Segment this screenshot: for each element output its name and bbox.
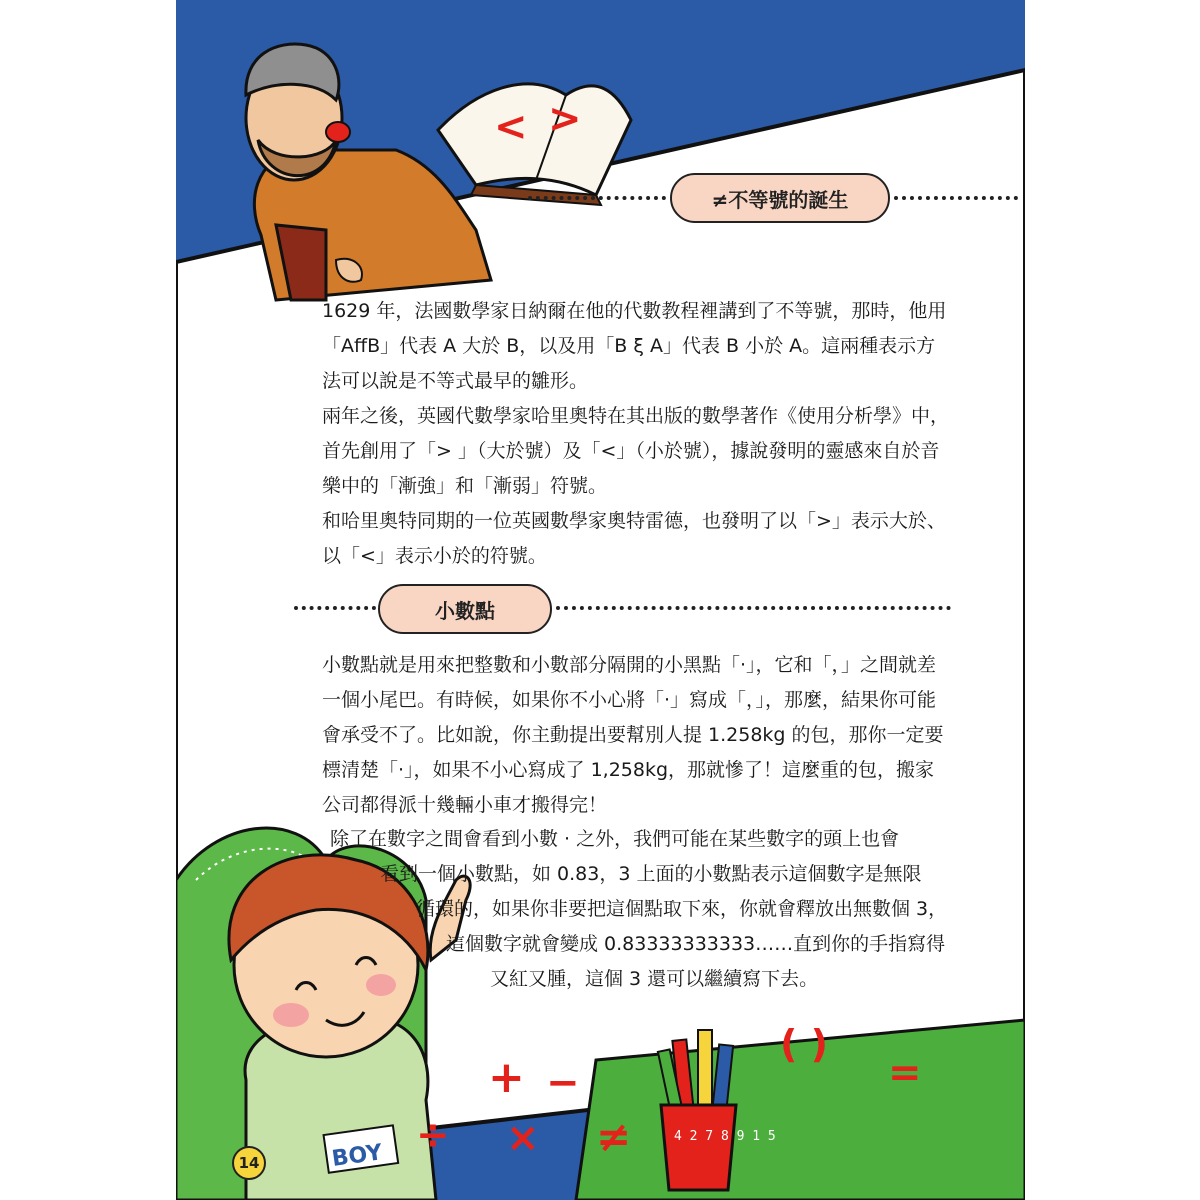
- book-page: [176, 0, 1025, 1200]
- section1-body: [322, 294, 954, 574]
- plus-symbol: +: [488, 1052, 525, 1103]
- text-line: 循環的，如果你非要把這個點取下來，你就會釋放出無數個 3，: [416, 898, 948, 920]
- equals-symbol: =: [888, 1050, 922, 1096]
- paragraph: 兩年之後，英國代數學家哈里奧特在其出版的數學著作《使用分析學》中，首先創用了「> 」（大於號）及「<」（小於號），據說發明的靈感來自於音樂中的「漸強」和「漸弱」符號。: [322, 405, 950, 497]
- paragraph: 小數點就是用來把整數和小數部分隔開的小黑點「·」，它和「，」之間就差一個小尾巴。有時候，如果你不小心將「·」寫成「，」，那麼，結果你可能會承受不了。比如說，你主動提出要幫別人提 1.258kg 的包，那你一定要標清楚「·」，如果不小心寫成了 1,258kg，那就慘了！這麼重的包，搬家公司都得派十幾輛小車才搬得完！: [322, 654, 944, 816]
- dotted-divider: [528, 196, 666, 200]
- section2-body: [322, 648, 950, 823]
- shirt-text: BOY: [330, 1140, 384, 1172]
- pencil-cup-digits: 4 2 7 8 9 1 5: [674, 1129, 776, 1144]
- mathematician-illustration: [246, 44, 491, 300]
- text-line: 看到一個小數點，如 0.83，3 上面的小數點表示這個數字是無限: [380, 863, 922, 885]
- page-background: [176, 0, 1025, 1200]
- book-greater-than-symbol: >: [548, 96, 582, 142]
- not-equal-symbol: ≠: [596, 1112, 632, 1161]
- text-line: 又紅又腫，這個 3 還可以繼續寫下去。: [490, 968, 819, 990]
- multiply-symbol: ×: [506, 1115, 540, 1161]
- minus-symbol: −: [546, 1060, 580, 1106]
- dotted-divider: [556, 606, 951, 610]
- section-title-decimal-point: 小數點: [378, 584, 552, 634]
- page-number: 14: [232, 1146, 266, 1180]
- text-line: 這個數字就會變成 0.83333333333……直到你的手指寫得: [446, 933, 946, 955]
- text-line: 除了在數字之間會看到小數 · 之外，我們可能在某些數字的頭上也會: [330, 828, 900, 850]
- dotted-divider: [294, 606, 376, 610]
- divide-symbol: ÷: [416, 1112, 450, 1158]
- dotted-divider: [894, 196, 1018, 200]
- paragraph: 1629 年，法國數學家日納爾在他的代數教程裡講到了不等號，那時，他用「AffB」代表 A 大於 B，以及用「B ξ A」代表 B 小於 A。這兩種表示方法可以說是不等式最早的雛形。: [322, 300, 947, 392]
- book-less-than-symbol: <: [494, 104, 528, 150]
- section-title-inequality: ≠不等號的誕生: [670, 173, 890, 223]
- paragraph: 和哈里奧特同期的一位英國數學家奧特雷德，也發明了以「>」表示大於、以「<」表示小於的符號。: [322, 510, 946, 567]
- parentheses-symbol: ( ): [780, 1022, 828, 1066]
